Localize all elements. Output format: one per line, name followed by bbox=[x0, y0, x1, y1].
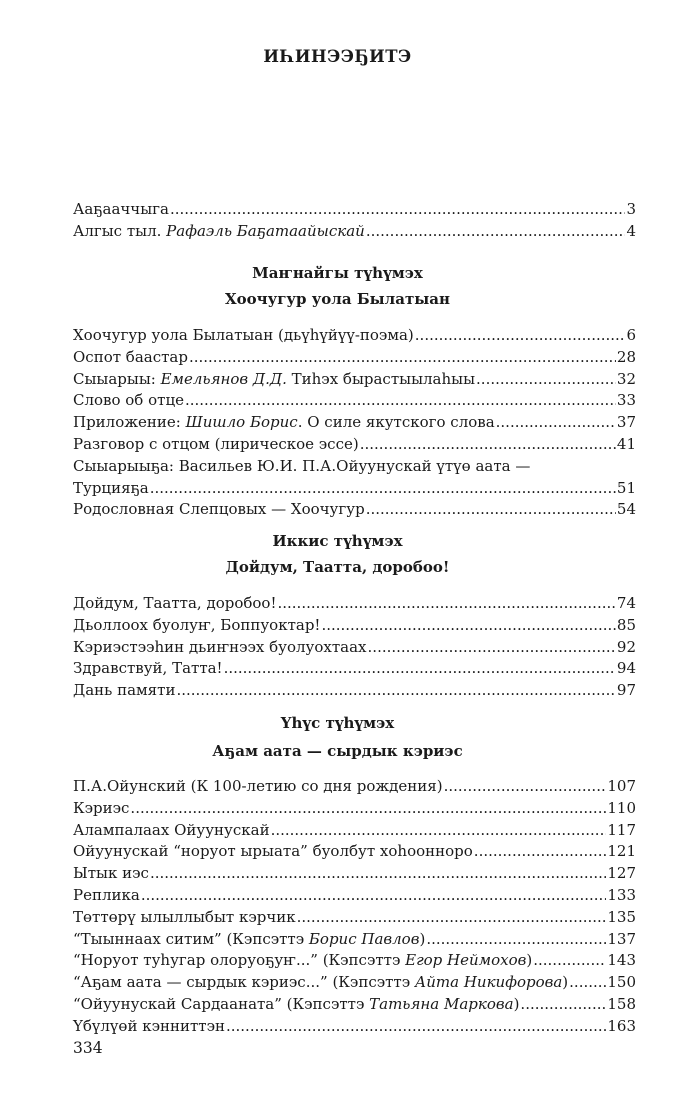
toc-leader-dots bbox=[569, 972, 606, 994]
toc-leader-dots bbox=[141, 885, 607, 907]
toc-entry-title: “Тыыннаах ситим” (Кэпсэттэ Борис Павлов) bbox=[73, 929, 426, 948]
toc-entry bbox=[73, 863, 636, 885]
toc-entry bbox=[73, 221, 636, 243]
toc-entry-title: “Норуот туһугар олоруоҕуҥ...” (Кэпсэттэ Егор Неймохов) bbox=[73, 951, 533, 970]
toc-leader-dots bbox=[150, 863, 606, 885]
section-1-part: Маҥнайгы түһүмэх bbox=[252, 264, 423, 282]
toc-leader-dots bbox=[150, 478, 616, 500]
toc-leader-dots bbox=[226, 1016, 606, 1038]
toc-entry-title: Төттөрү ылыллыбыт кэрчик bbox=[73, 907, 296, 926]
toc-entry-title: “Аҕам аата — сырдык кэриэс...” (Кэпсэттэ Айта Никифорова) bbox=[73, 973, 569, 992]
toc-entry bbox=[73, 798, 636, 820]
section-2-title: Дойдум, Таатта, доробоо! bbox=[225, 558, 450, 576]
toc-leader-dots bbox=[474, 841, 607, 863]
toc-leader-dots bbox=[426, 929, 606, 951]
toc-entry-title: Дань памяти bbox=[73, 681, 176, 700]
page-title: ИҺИНЭЭҔИТЭ bbox=[263, 47, 412, 66]
toc-entry-title: Кэриэстээһин дьиҥнээх буолуохтаах bbox=[73, 637, 367, 656]
toc-page-number: 158 bbox=[607, 994, 636, 1013]
toc-intro bbox=[73, 199, 636, 243]
section-3-title: Аҕам аата — сырдык кэриэс bbox=[212, 742, 463, 760]
toc-page-number: 6 bbox=[626, 326, 636, 344]
toc-page-number: 117 bbox=[607, 820, 636, 839]
toc-page-number: 28 bbox=[616, 347, 636, 366]
toc-leader-dots bbox=[271, 820, 607, 842]
toc-page-number: 4 bbox=[626, 221, 636, 240]
toc-page-number: 3 bbox=[626, 200, 636, 218]
toc-page-number: 163 bbox=[607, 1016, 636, 1035]
toc-entry bbox=[73, 907, 636, 929]
toc-entry-title: Родословная Слепцовых — Хоочугур bbox=[73, 500, 365, 519]
toc-entry-title: Сыыарыы: Емельянов Д.Д. Тиһэх бырастыылаһыы bbox=[73, 369, 476, 388]
toc-page-number: 127 bbox=[607, 864, 636, 883]
toc-page-number: 54 bbox=[616, 500, 636, 519]
toc-entry bbox=[73, 658, 636, 680]
toc-entry bbox=[73, 347, 636, 369]
toc-leader-dots bbox=[533, 950, 606, 972]
toc-entry-title: Разговор с отцом (лирическое эссе) bbox=[73, 434, 359, 453]
toc-page-number: 135 bbox=[607, 907, 636, 926]
toc-entry bbox=[73, 325, 636, 347]
section-3-part: Үһүс түһүмэх bbox=[280, 714, 395, 732]
toc-section-1 bbox=[73, 325, 636, 521]
toc-page-number: 85 bbox=[616, 615, 636, 634]
toc-entry-title: Турцияҕа bbox=[73, 478, 149, 497]
section-2-part: Иккис түһүмэх bbox=[272, 532, 403, 550]
toc-page-number: 41 bbox=[616, 434, 636, 453]
toc-leader-dots bbox=[224, 658, 616, 680]
toc-leader-dots bbox=[321, 615, 615, 637]
toc-leader-dots bbox=[176, 680, 615, 702]
toc-entry bbox=[73, 929, 636, 951]
page-number: 334 bbox=[73, 1039, 103, 1057]
toc-page-number: 37 bbox=[616, 413, 636, 432]
toc-entry bbox=[73, 841, 636, 863]
section-1-title: Хоочугур уола Былатыан bbox=[224, 290, 451, 308]
toc-entry-title: “Ойуунускай Сардааната” (Кэпсэттэ Татьяна Маркова) bbox=[73, 994, 520, 1013]
toc-entry bbox=[73, 820, 636, 842]
toc-entry bbox=[73, 499, 636, 521]
toc-leader-dots bbox=[189, 347, 616, 369]
toc-leader-dots bbox=[277, 593, 615, 615]
toc-page-number: 94 bbox=[616, 659, 636, 678]
toc-entry-title: Дойдум, Таатта, доробоо! bbox=[73, 594, 277, 612]
toc-entry-title: Приложение: Шишло Борис. О силе якутского слова bbox=[73, 413, 495, 432]
toc-entry bbox=[73, 994, 636, 1016]
toc-entry-title: Хоочугур уола Былатыан (дьүһүйүү-поэма) bbox=[73, 326, 414, 344]
toc-entry-title: Дьоллоох буолуҥ, Боппуоктар! bbox=[73, 615, 321, 634]
toc-leader-dots bbox=[170, 199, 625, 221]
toc-entry-title: Слово об отце bbox=[73, 391, 184, 410]
toc-page-number: 51 bbox=[616, 478, 636, 497]
toc-section-2 bbox=[73, 593, 636, 702]
toc-leader-dots bbox=[185, 390, 616, 412]
toc-leader-dots bbox=[476, 369, 616, 391]
toc-entry bbox=[73, 950, 636, 972]
toc-entry-title: Алгыс тыл. Рафаэль Баҕатаайыскай bbox=[73, 221, 365, 240]
toc-leader-dots bbox=[130, 798, 606, 820]
toc-leader-dots bbox=[520, 994, 606, 1016]
toc-entry-title: Здравствуй, Татта! bbox=[73, 659, 223, 678]
toc-leader-dots bbox=[368, 637, 616, 659]
toc-entry-line bbox=[73, 456, 636, 478]
toc-page-number: 33 bbox=[616, 391, 636, 410]
toc-entry-title: Оспот баастар bbox=[73, 347, 188, 366]
toc-page-number: 133 bbox=[607, 885, 636, 904]
toc-entry-title: Үбүлүөй кэнниттэн bbox=[73, 1016, 225, 1035]
toc-page-number: 97 bbox=[616, 681, 636, 700]
toc-entry-title: Алампалаах Ойуунускай bbox=[73, 820, 270, 839]
toc-entry bbox=[73, 1016, 636, 1038]
toc-entry bbox=[73, 680, 636, 702]
toc-entry bbox=[73, 615, 636, 637]
toc-entry-title: Ойуунускай “норуот ырыата” буолбут хоһоонноро bbox=[73, 842, 473, 861]
toc-page-number: 32 bbox=[616, 369, 636, 388]
toc-entry bbox=[73, 972, 636, 994]
toc-leader-dots bbox=[496, 412, 616, 434]
toc-entry bbox=[73, 412, 636, 434]
toc-leader-dots bbox=[297, 907, 607, 929]
toc-page-number: 110 bbox=[607, 798, 636, 817]
toc-entry bbox=[73, 885, 636, 907]
toc-page-number: 121 bbox=[607, 842, 636, 861]
toc-entry bbox=[73, 478, 636, 500]
toc-entry bbox=[73, 776, 636, 798]
toc-page-number: 107 bbox=[607, 777, 636, 795]
toc-page-number: 150 bbox=[607, 973, 636, 992]
toc-entry-title: Реплика bbox=[73, 885, 140, 904]
toc-leader-dots bbox=[366, 221, 626, 243]
toc-leader-dots bbox=[360, 434, 616, 456]
toc-entry bbox=[73, 593, 636, 615]
toc-entry bbox=[73, 199, 636, 221]
toc-entry-title: Сыыарыыҕа: Васильев Ю.И. П.А.Ойуунускай үтүө аата — bbox=[73, 456, 531, 475]
toc-entry-title: Ытык иэс bbox=[73, 864, 149, 883]
toc-entry-title: Ааҕааччыга bbox=[73, 200, 169, 218]
toc-leader-dots bbox=[366, 499, 616, 521]
toc-entry-title: Кэриэс bbox=[73, 798, 130, 817]
toc-entry bbox=[73, 637, 636, 659]
toc-entry bbox=[73, 369, 636, 391]
toc-page-number: 137 bbox=[607, 929, 636, 948]
toc-page-number: 74 bbox=[616, 594, 636, 612]
toc-leader-dots bbox=[415, 325, 626, 347]
toc-entry bbox=[73, 434, 636, 456]
toc-entry bbox=[73, 390, 636, 412]
toc-page-number: 92 bbox=[616, 637, 636, 656]
toc-entry-title: П.А.Ойунский (К 100-летию со дня рождения) bbox=[73, 777, 443, 795]
toc-leader-dots bbox=[444, 776, 607, 798]
toc-page-number: 143 bbox=[607, 951, 636, 970]
toc-section-3 bbox=[73, 776, 636, 1038]
